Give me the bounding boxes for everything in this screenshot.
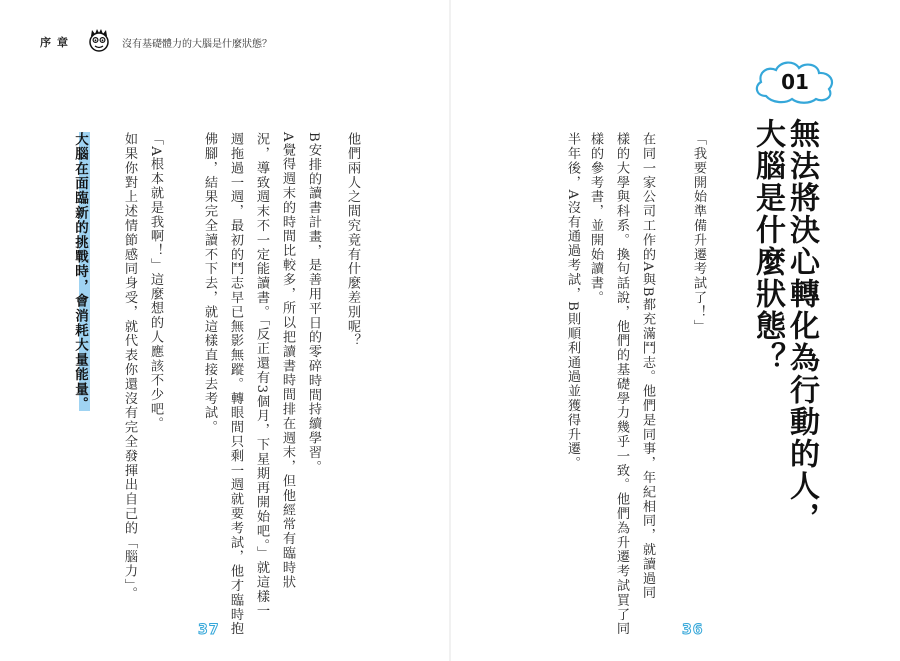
paragraph-result: [560, 132, 584, 592]
running-header: [40, 30, 272, 54]
page-number-right: 36: [682, 622, 704, 638]
title-line-1: 無法將決心轉化為行動的人，: [784, 118, 819, 534]
body-line: 「A根本就是我啊！」這麼想的人應該不少吧。: [148, 132, 163, 431]
body-line: 樣的大學與科系。換句話說，他們的基礎學力幾乎一致。他們為升遷考試買了同: [614, 132, 629, 636]
emphasis-highlight: [70, 132, 90, 411]
body-line: 佛腳，結果完全讀不下去，就這樣直接去考試。: [202, 132, 217, 435]
question-line: [340, 132, 364, 592]
cloud-badge: [752, 58, 838, 104]
body-line: 週拖過一週，最初的鬥志早已無影無蹤。轉眼間只剩一週就要考試，他才臨時抱: [228, 132, 243, 636]
paragraph-reflection: [116, 132, 168, 601]
chapter-label: 序章: [40, 36, 74, 49]
question-text: 他們兩人之間究竟有什麼差別呢？: [345, 132, 360, 348]
body-line: B安排的讀書計畫，是善用平日的零碎時間持續學習。: [306, 132, 321, 475]
body-line: 半年後，A沒有通過考試，B則順利通過並獲得升遷。: [565, 132, 580, 471]
body-line: 況，導致週末不一定能讀書。「反正還有3個月，下星期再開始吧。」就這樣一: [254, 132, 269, 618]
body-line: 如果你對上述情節感同身受，就代表你還沒有完全發揮出自己的「腦力」。: [122, 132, 137, 601]
chapter-title: [750, 118, 818, 588]
quote-text: 「我要開始準備升遷考試了！」: [691, 132, 706, 334]
opening-quote: [686, 132, 710, 592]
body-line: A覺得週末的時間比較多，所以把讀書時間排在週末，但他經常有臨時狀: [280, 132, 295, 590]
body-line: 樣的參考書，並開始讀書。: [588, 132, 603, 305]
body-line: 在同一家公司工作的A與B都充滿鬥志。他們是同事，年紀相同，就讀過同: [640, 132, 655, 601]
page-gutter: [449, 0, 451, 661]
running-title: 沒有基礎體力的大腦是什麼狀態？: [122, 38, 272, 50]
title-line-2: 大腦是什麼狀態？: [750, 118, 785, 374]
page-number-left: 37: [198, 622, 220, 638]
mascot-face-icon: [86, 27, 112, 57]
badge-number: 01: [781, 70, 809, 94]
emphasis-text: 大腦在面臨新的挑戰時，會消耗大量能量。: [72, 132, 88, 412]
paragraph-intro: [582, 132, 660, 636]
